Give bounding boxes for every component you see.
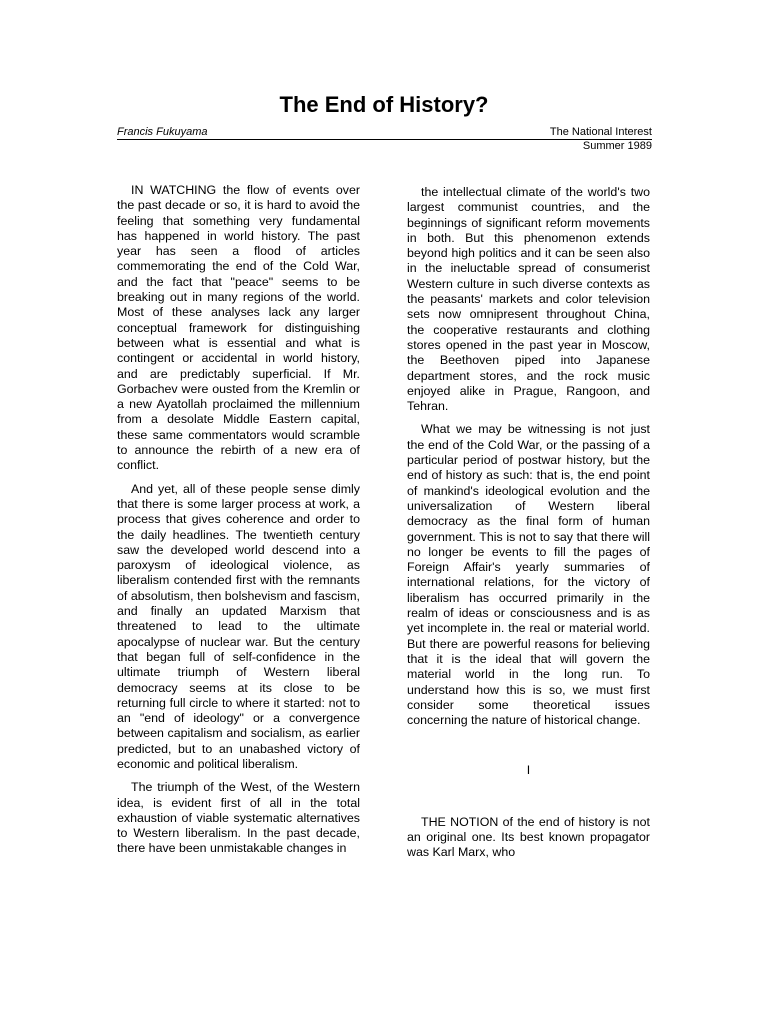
section-number: I [526,763,531,778]
paragraph: THE NOTION of the end of history is not an original one. Its best known propagator was Karl Marx, who [407,814,650,860]
paragraph: IN WATCHING the flow of events over the past decade or so, it is hard to avoid the feeling that something very fundamental has happened in world history. The past year has seen a flood of articles commemorating the end of the Cold War, and the fact that "peace" seems to be breaking out in many regions of the world. Most of these analyses lack any larger conceptual framework for distinguishing between what is essential and what is contingent or accidental in world history, and are predictably superficial. If Mr. Gorbachev were ousted from the Kremlin or a new Ayatollah proclaimed the millennium from a desolate Middle Eastern capital, these same commentators would scramble to announce the rebirth of a new era of conflict. [117,183,360,473]
paragraph: The triumph of the West, of the Western idea, is evident first of all in the total exhaustion of viable systematic alternatives to Western liberalism. In the past decade, there have been unmistakable changes in [117,780,360,856]
publication-name: The National Interest [549,126,652,138]
paragraph: the intellectual climate of the world's two largest communist countries, and the beginnings of significant reform movements in both. But this phenomenon extends beyond high politics and it can be seen also in the ineluctable spread of consumerist Western culture in such diverse contexts as the peasants' markets and color television sets now omnipresent throughout China, the cooperative restaurants and clothing stores opened in the past year in Moscow, the Beethoven piped into Japanese department stores, and the rock music enjoyed alike in Prague, Rangoon, and Tehran. [407,185,650,414]
left-column [117,183,360,865]
article-title: The End of History? [279,92,489,117]
right-column [407,185,650,869]
header-rule [117,139,652,140]
paragraph: And yet, all of these people sense dimly that there is some larger process at work, a process that gives coherence and order to the daily headlines. The twentieth century saw the developed world descend into a paroxysm of ideological violence, as liberalism contended first with the remnants of absolutism, then bolshevism and fascism, and finally an updated Marxism that threatened to lead to the ultimate apocalypse of nuclear war. But the century that began full of self-confidence in the ultimate triumph of Western liberal democracy seems at its close to be returning full circle to where it started: not to an "end of ideology" or a convergence between capitalism and socialism, as earlier predicted, but to an unabashed victory of economic and political liberalism. [117,481,360,771]
byline [117,124,652,140]
issue-date: Summer 1989 [582,140,652,152]
author-name: Francis Fukuyama [117,126,208,138]
paragraph: What we may be witnessing is not just the end of the Cold War, or the passing of a particular period of postwar history, but the end of history as such: that is, the end point of mankind's ideological evolution and the universalization of Western liberal democracy as the final form of human government. This is not to say that there will no longer be events to fill the pages of Foreign Affair's yearly summaries of international relations, for the victory of liberalism has occurred primarily in the realm of ideas or consciousness and is as yet incomplete in. the real or material world. But there are powerful reasons for believing that it is the ideal that will govern the material world in the long run. To understand how this is so, we must first consider some theoretical issues concerning the nature of historical change. [407,422,650,728]
